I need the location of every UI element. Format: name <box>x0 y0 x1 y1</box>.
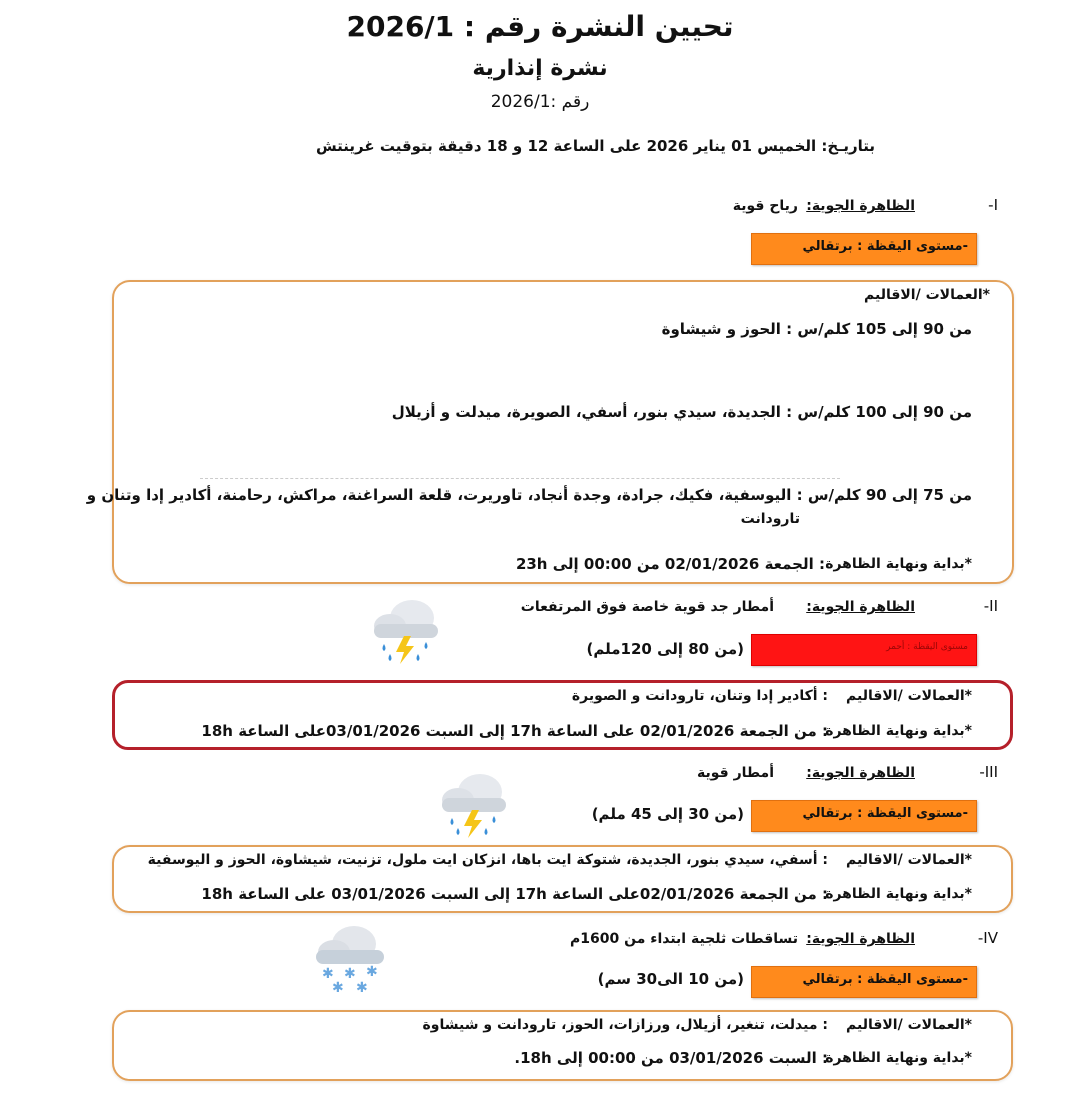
period-value: : من الجمعة 02/01/2026 على الساعة 17h إلى السبت 03/01/2026على الساعة 18h <box>201 722 828 740</box>
phenomenon-value: أمطار قوية <box>697 765 774 781</box>
alert-level-badge <box>751 800 977 832</box>
svg-text:✱: ✱ <box>356 980 368 996</box>
period-value: : الجمعة 02/01/2026 من 00:00 إلى 23h <box>515 555 825 573</box>
bulletin-date: بتاريـخ: الخميس 01 يناير 2026 على الساعة 12 و 18 دقيقة بتوقيت غرينتش <box>315 137 875 155</box>
section-numeral: -III <box>979 763 998 781</box>
wind-line: من 90 إلى 105 كلم/س : الحوز و شيشاوة <box>661 320 972 338</box>
svg-text:✱: ✱ <box>322 966 334 982</box>
thunderstorm-rain-icon <box>434 770 514 840</box>
phenomenon-value: أمطار جد قوية خاصة فوق المرتفعات <box>520 599 774 615</box>
svg-text:✱: ✱ <box>366 964 378 980</box>
wind-line: تارودانت <box>740 511 800 527</box>
alert-level-badge <box>751 966 977 998</box>
bulletin-update-title: تحيين النشرة رقم : 2026/1 <box>346 10 734 43</box>
snow-amount: (من 10 الى30 سم) <box>597 970 744 988</box>
phenomenon-label: الظاهرة الجوية: <box>806 198 915 214</box>
bulletin-number: رقم :2026/1 <box>490 92 590 112</box>
alert-level-badge <box>751 634 977 666</box>
wind-line: من 75 إلى 90 كلم/س : اليوسفية، فكيك، جرادة، وجدة أنجاد، تاوريرت، قلعة السراغنة، مراكش، رحامنة، أكادير إدا وتنان و <box>86 486 972 504</box>
period-label: *بداية ونهاية الظاهرة <box>825 886 972 902</box>
snow-cloud-icon <box>310 922 390 997</box>
alert-level-text: -مستوى اليقظة : برتقالي <box>802 972 968 987</box>
divider <box>200 478 840 479</box>
provinces-value: : أسفي، سيدي بنور، الجديدة، شتوكة ايت باها، انزكان ايت ملول، تزنيت، شيشاوة، الحوز و اليوسفية <box>147 852 828 868</box>
alert-level-text: مستوى اليقظة : أحمر <box>886 642 968 652</box>
alert-level-badge <box>751 233 977 265</box>
svg-text:✱: ✱ <box>332 980 344 996</box>
provinces-label: *العمالات /الاقاليم <box>846 852 972 868</box>
wind-line: من 90 إلى 100 كلم/س : الجديدة، سيدي بنور، أسفي، الصويرة، ميدلت و أزيلال <box>391 403 972 421</box>
section-numeral: -II <box>983 597 998 615</box>
alert-level-text: -مستوى اليقظة : برتقالي <box>802 239 968 254</box>
period-value: : السبت 03/01/2026 من 00:00 إلى 18h. <box>514 1049 828 1067</box>
provinces-value: : أكادير إدا وتنان، تارودانت و الصويرة <box>571 688 828 704</box>
section-numeral: -I <box>988 196 998 214</box>
period-label: *بداية ونهاية الظاهرة <box>825 1050 972 1066</box>
phenomenon-label: الظاهرة الجوية: <box>806 931 915 947</box>
bulletin-subtitle: نشرة إنذارية <box>472 56 608 81</box>
phenomenon-label: الظاهرة الجوية: <box>806 599 915 615</box>
period-label: *بداية ونهاية الظاهرة <box>825 556 972 572</box>
phenomenon-label: الظاهرة الجوية: <box>806 765 915 781</box>
section-numeral: -IV <box>977 929 998 947</box>
rain-amount: (من 80 إلى 120ملم) <box>586 640 744 658</box>
alert-level-text: -مستوى اليقظة : برتقالي <box>802 806 968 821</box>
provinces-label: *العمالات /الاقاليم <box>846 688 972 704</box>
provinces-value: : ميدلت، تنغير، أزيلال، ورزازات، الحوز، تارودانت و شيشاوة <box>422 1017 828 1033</box>
rain-amount: (من 30 إلى 45 ملم) <box>591 805 744 823</box>
phenomenon-value: رياح قوية <box>732 198 798 214</box>
period-label: *بداية ونهاية الظاهرة <box>825 723 972 739</box>
svg-text:✱: ✱ <box>344 966 356 982</box>
period-value: : من الجمعة 02/01/2026على الساعة 17h إلى السبت 03/01/2026 على الساعة 18h <box>201 885 828 903</box>
phenomenon-value: تساقطات ثلجية ابتداء من 1600م <box>570 931 798 947</box>
thunderstorm-rain-icon <box>366 596 446 666</box>
provinces-label: *العمالات /الاقاليم <box>846 1017 972 1033</box>
provinces-label: *العمالات /الاقاليم <box>864 287 990 303</box>
